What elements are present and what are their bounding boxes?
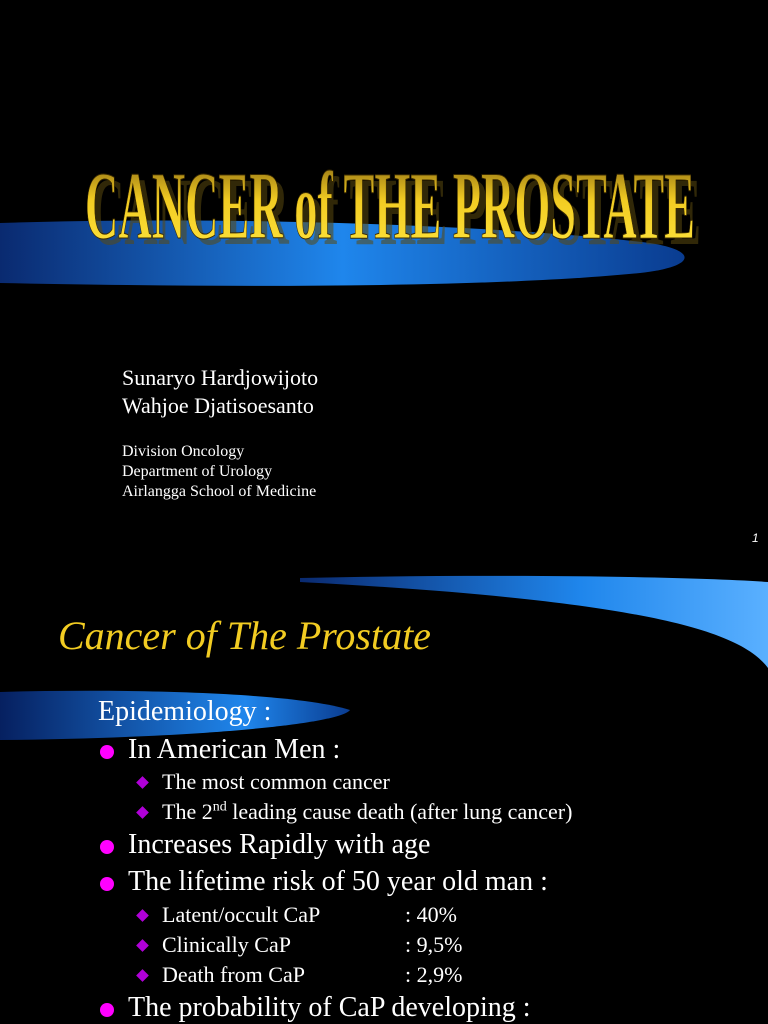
circle-bullet-icon: [100, 1003, 114, 1017]
circle-bullet-icon: [100, 745, 114, 759]
author-name: Wahjoe Djatisoesanto: [122, 393, 314, 418]
sub-bullet-text: The most common cancer: [162, 769, 390, 794]
title-text: CANCER of THE PROSTATE: [85, 152, 695, 259]
sub-bullet-text: Death from CaP: [162, 962, 305, 987]
affiliation: [122, 442, 316, 502]
page-number: 1: [752, 531, 759, 545]
diamond-bullet-icon: [136, 776, 149, 789]
section-heading: Epidemiology :: [98, 696, 272, 727]
diamond-bullet-icon: [136, 909, 149, 922]
affiliation-line: Department of Urology: [122, 463, 273, 480]
authors: [122, 364, 318, 420]
sub-bullet-value: : 40%: [405, 902, 457, 927]
diamond-bullet-icon: [136, 939, 149, 952]
slide-title: Cancer of The Prostate: [58, 613, 431, 658]
bullet-text: Increases Rapidly with age: [128, 829, 431, 860]
sub-bullet-value: : 2,9%: [405, 962, 463, 987]
affiliation-line: Division Oncology: [122, 443, 245, 460]
circle-bullet-icon: [100, 877, 114, 891]
sub-bullet-value: : 9,5%: [405, 932, 463, 957]
diamond-bullet-icon: [136, 806, 149, 819]
bullet-text: In American Men :: [128, 734, 341, 765]
bullet-text: The probability of CaP developing :: [128, 992, 531, 1023]
title-shadow: CANCER of THE PROSTATE: [91, 158, 701, 260]
bullet-text: The lifetime risk of 50 year old man :: [128, 866, 548, 897]
author-name: Sunaryo Hardjowijoto: [122, 365, 319, 390]
affiliation-line: Airlangga School of Medicine: [122, 483, 317, 500]
sub-bullet-text: Clinically CaP: [162, 932, 291, 957]
sub-bullet-text: Latent/occult CaP: [162, 902, 321, 927]
circle-bullet-icon: [100, 840, 114, 854]
title-wordart: [60, 120, 720, 260]
diamond-bullet-icon: [136, 969, 149, 982]
sub-bullet-text: The 2nd leading cause death (after lung cancer): [162, 799, 573, 824]
